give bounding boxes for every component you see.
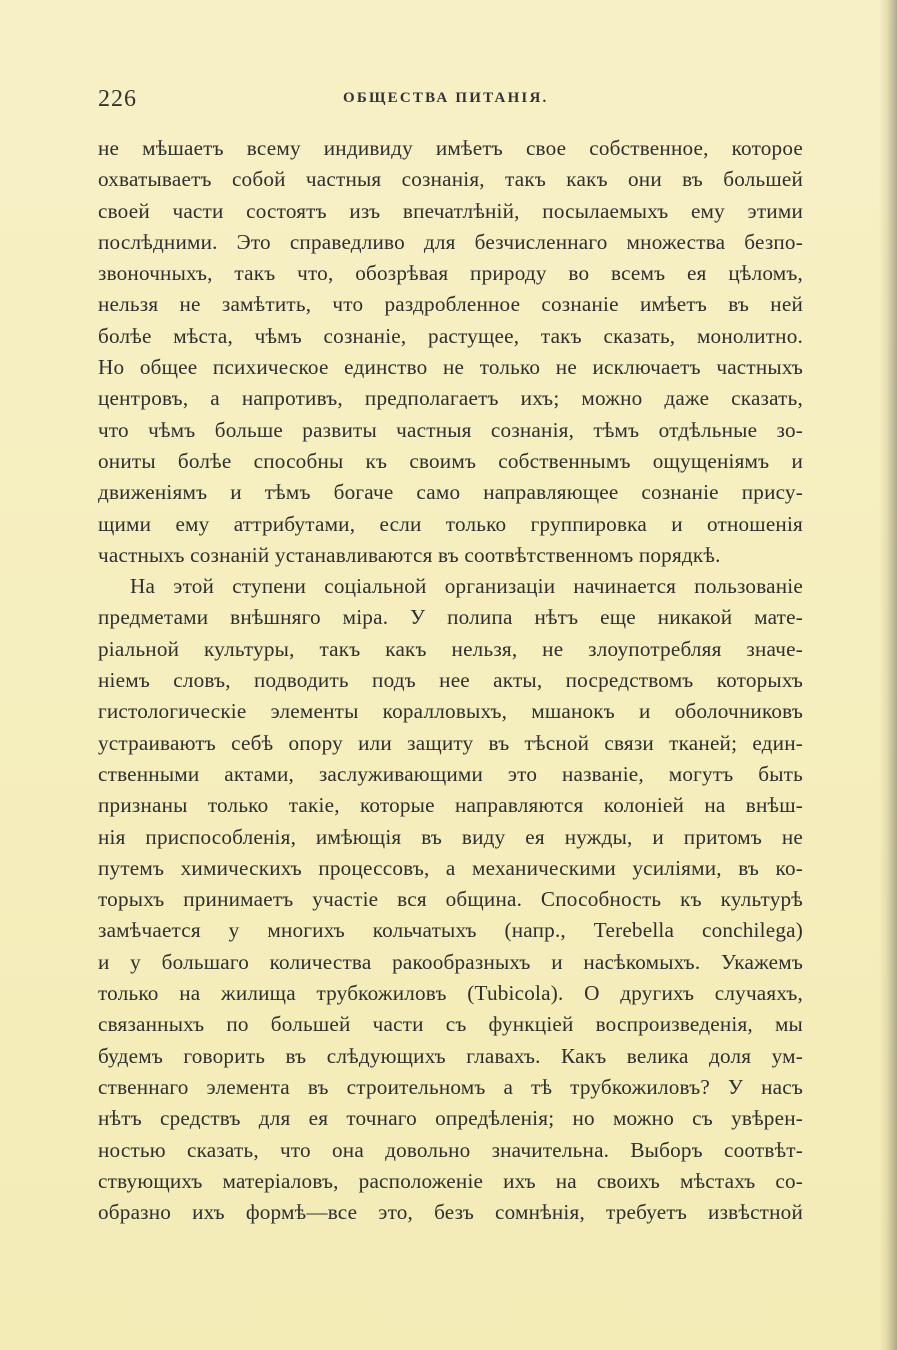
- text-line: образно ихъ формѣ—все это, безъ сомнѣнія, требуетъ извѣстной: [98, 1200, 803, 1225]
- text-line: ониты болѣе способны къ своимъ собственнымъ ощущеніямъ и: [98, 448, 803, 473]
- text-line: болѣе мѣста, чѣмъ сознаніе, растущее, такъ сказать, монолитно.: [98, 323, 803, 348]
- text-line: щими ему аттрибутами, если только группировка и отношенія: [98, 511, 803, 536]
- text-line: ностью сказать, что она довольно значительна. Выборъ соотвѣт-: [98, 1137, 803, 1162]
- text-line: и у большаго количества ракообразныхъ и насѣкомыхъ. Укажемъ: [98, 949, 803, 974]
- text-line: нія приспособленія, имѣющія въ виду ея нужды, и притомъ не: [98, 824, 803, 849]
- text-line: ствующихъ матеріаловъ, расположеніе ихъ на своихъ мѣстахъ со-: [98, 1168, 803, 1193]
- text-line: путемъ химическихъ процессовъ, а механическими усиліями, въ ко-: [98, 855, 803, 880]
- text-line: связанныхъ по большей части съ функціей воспроизведенія, мы: [98, 1012, 803, 1037]
- paragraph-start-line: На этой ступени соціальной организаціи начинается пользованіе: [130, 574, 803, 599]
- text-line: замѣчается у многихъ кольчатыхъ (напр., Terebella conchilega): [98, 918, 803, 943]
- text-line: ріальной культуры, такъ какъ нельзя, не злоупотребляя значе-: [98, 636, 803, 661]
- text-line: не мѣшаетъ всему индивиду имѣетъ свое собственное, которое: [98, 136, 803, 160]
- page-edge-shadow: [879, 0, 897, 1350]
- text-line: только на жилища трубкожиловъ (Tubicola). О другихъ случаяхъ,: [98, 981, 803, 1006]
- text-line: признаны только такіе, которые направляются колоніей на внѣш-: [98, 793, 803, 818]
- page-header: [98, 86, 803, 118]
- text-line: будемъ говорить въ слѣдующихъ главахъ. Какъ велика доля ум-: [98, 1043, 803, 1068]
- text-line: предметами внѣшняго міра. У полипа нѣтъ еще никакой мате-: [98, 605, 803, 630]
- page-number: 226: [98, 86, 137, 112]
- text-line: движеніямъ и тѣмъ богаче само направляющее сознаніе прису-: [98, 480, 803, 505]
- running-title: ОБЩЕСТВА ПИТАНІЯ.: [343, 90, 549, 106]
- text-line: частныхъ сознаній устанавливаются въ соотвѣтственномъ порядкѣ.: [98, 542, 721, 567]
- body-text: [98, 133, 803, 1228]
- text-line: охватываетъ собой частныя сознанія, такъ какъ они въ большей: [98, 167, 803, 192]
- text-line: послѣдними. Это справедливо для безчисленнаго множества безпо-: [98, 229, 803, 254]
- text-line: что чѣмъ больше развиты частныя сознанія, тѣмъ отдѣльные зо-: [98, 417, 803, 442]
- text-line: своей части состоятъ изъ впечатлѣній, посылаемыхъ ему этими: [98, 198, 803, 223]
- text-line: звоночныхъ, такъ что, обозрѣвая природу во всемъ ея цѣломъ,: [98, 261, 803, 286]
- text-line: ственными актами, заслуживающими это названіе, могутъ быть: [98, 761, 803, 786]
- text-line: гистологическіе элементы коралловыхъ, мшанокъ и оболочниковъ: [98, 699, 803, 724]
- text-line: Но общее психическое единство не только не исключаетъ частныхъ: [98, 355, 803, 380]
- text-line: торыхъ принимаетъ участіе вся община. Способность къ культурѣ: [98, 887, 803, 912]
- text-line: центровъ, а напротивъ, предполагаетъ ихъ; можно даже сказать,: [98, 386, 803, 411]
- text-line: ніемъ словъ, подводить подъ нее акты, посредствомъ которыхъ: [98, 668, 803, 693]
- text-line: нельзя не замѣтить, что раздробленное сознаніе имѣетъ въ ней: [98, 292, 803, 317]
- text-line: ственнаго элемента въ строительномъ а тѣ трубкожиловъ? У насъ: [98, 1074, 803, 1099]
- text-line: нѣтъ средствъ для ея точнаго опредѣленія; но можно съ увѣрен-: [98, 1106, 803, 1131]
- text-line: устраиваютъ себѣ опору или защиту въ тѣсной связи тканей; един-: [98, 730, 803, 755]
